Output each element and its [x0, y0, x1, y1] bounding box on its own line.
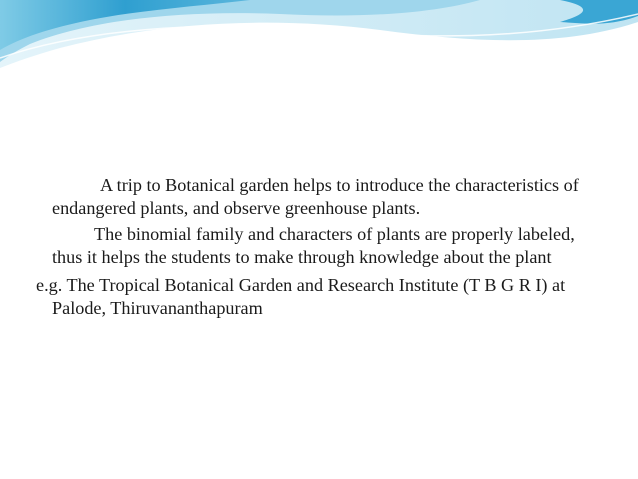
paragraph-binomial-labels: The binomial family and characters of plants are properly labeled, thus it helps the students to make through knowledge about the plant	[52, 224, 575, 267]
slide-body	[36, 174, 592, 320]
paragraph-botanical-trip: A trip to Botanical garden helps to introduce the characteristics of endangered plants, and observe greenhouse plants.	[52, 175, 579, 218]
header-wave-decoration	[0, 0, 638, 80]
paragraph-example-tbgri: e.g. The Tropical Botanical Garden and Research Institute (T B G R I) at Palode, Thiruvananthapuram	[36, 275, 566, 318]
